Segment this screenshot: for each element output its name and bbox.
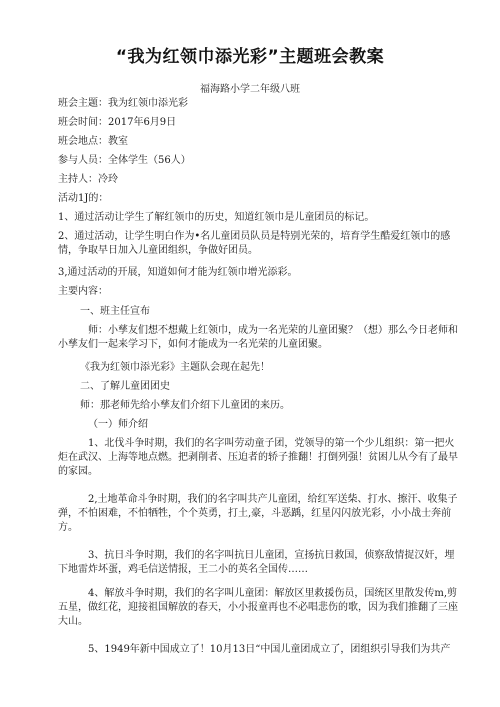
goal-item: 1、通过活动让学生了解红领巾的历史，知道红领巾是儿童团员的标记。 [58,212,375,223]
paragraph: 师：小孳友们想不想戴上红领巾，成为一名光荣的儿童团聚？（想）那么今日老师和小孳友们一起来学习下，如何才能成为一名光荣的儿童团聚。 [58,325,458,350]
info-theme: 班会主题：我为红领巾添光彩 [58,98,188,109]
main-content-label: 主要内容： [58,286,108,297]
document-subtitle: 福海路小学二年级八班 [200,84,300,95]
subsection-heading: （一）师介绍 [88,419,148,430]
history-item: 1、北伐斗争时期，我们的名字叫劳动童子团，党领导的第一个少儿组织：第一把火炬在武汉、上海等地点燃。把剥削者、压迫者的轿子推翻！打倒列强！贫困儿从今有了最早的家园。 [58,438,458,477]
document-title: “我为红领巾添光彩”主题班会教案 [115,47,385,67]
history-item: 5、1949年新中国成立了！10月13日“中国儿童团成立了，团组织引导我们为共产 [88,644,451,655]
info-location: 班会地点：教室 [58,136,128,147]
goal-item: 3,通过活动的开展，知道如何才能为红领巾增光添彩。 [58,267,298,278]
history-item: 3、抗日斗争时期，我们的名字叫抗日儿童团，宣扬抗日救国，侦察敌情捉汉奸，埋下地雷炸坏蛋，鸡毛信送情报，王二小的英名全国传…… [58,550,455,575]
info-host: 主持人：冷玲 [58,174,118,185]
info-goals-label: 活动1J的： [58,193,109,204]
history-item: 4、解放斗争时期，我们的名字叫儿童团：解放区里救援伤员，国统区里散发传m,剪五星，做红花，迎接祖国解放的春天，小小报童再也不必唱悲伤的歌，因为我们推翻了三座大山。 [58,588,458,627]
info-participants: 参与人员：全体学生（56人） [58,155,191,166]
section-heading: 二、了解儿童团团史 [80,381,170,392]
paragraph: 师：那老师先给小孳友们介绍下儿童团的来历。 [80,400,290,411]
info-time: 班会时间：2017年6月9日 [58,117,177,128]
section-heading: 一、班主任宣布 [80,306,150,317]
paragraph: 《我为红领巾添光彩》主题队会现在起先！ [80,362,270,373]
history-item: 2,土地革命斗争时期，我们的名字叫共产儿童团，给红军送柴、打水、擦汗、收集子弹，不怕困难，不怕牺牲，个个英勇，打土,豪，斗恶踽，红星闪闪放光彩，小小战士奔前方。 [58,494,458,533]
goal-item: 2、通过活动，让学生明白作为•名儿童团员队员是特别光荣的，培育学生酷爱红领巾的感情，争取早日加入儿童团组织，争做好团员。 [58,231,451,256]
